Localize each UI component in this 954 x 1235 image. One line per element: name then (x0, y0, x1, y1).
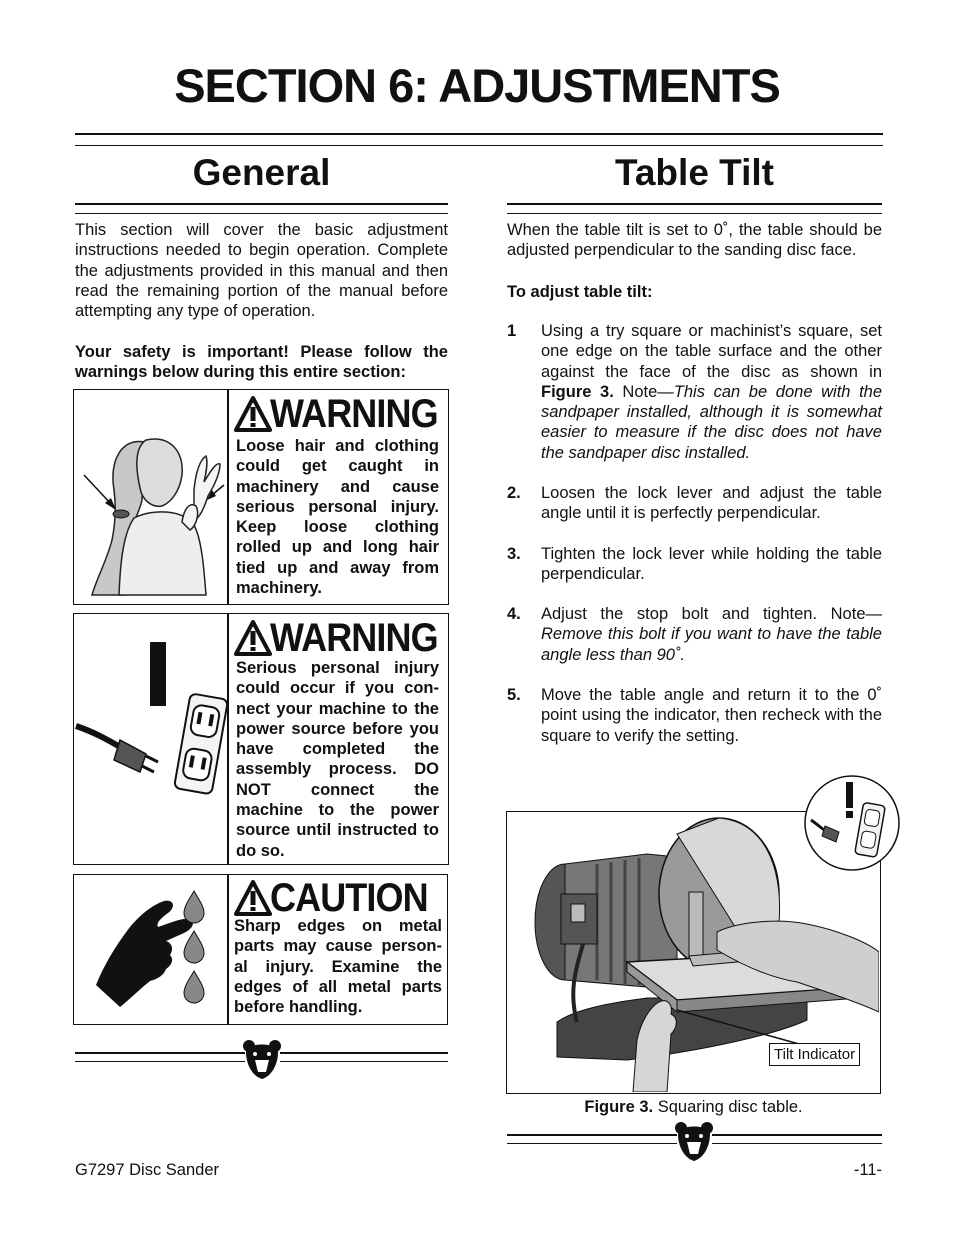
step-text: Loosen the lock lever and adjust the table angle until it is perfectly perpendicular. (541, 484, 882, 523)
figure-caption-text: Squaring disc table. (653, 1098, 803, 1116)
divider-line (280, 1061, 448, 1062)
tilt-indicator-callout: Tilt Indicator (769, 1043, 860, 1066)
step-number: 4. (507, 605, 521, 623)
header-rule-top (75, 133, 883, 135)
footer-model: G7297 Disc Sander (75, 1161, 219, 1179)
table-tilt-intro: When the table tilt is set to 0˚, the table should be adjusted perpendicular to the sanding disc face. (507, 221, 882, 260)
divider-line (507, 1143, 677, 1144)
caution-box-edges (73, 874, 448, 1025)
unplug-warning-icon (803, 774, 901, 872)
step-text: Adjust the stop bolt and tighten. Note—Remove this bolt if you want to have the table angle less than 90˚. (541, 605, 882, 664)
general-intro: This section will cover the basic adjustment instructions needed to begin operation. Complete the adjustments provided in this manual and then read the remaining portion of the manual before attempting any type of operation. (75, 221, 448, 321)
procedure-heading: To adjust table tilt: (507, 283, 653, 301)
warning-text-hair: Loose hair and clothing could get caught in machinery and cause serious personal injury. Keep loose clothing rolled up and long hair tied up and away from machinery. (236, 437, 439, 598)
divider-line (712, 1134, 882, 1136)
bear-logo-icon (674, 1120, 714, 1162)
divider-line (75, 1052, 245, 1054)
warning-triangle-icon (234, 620, 272, 656)
caution-label: CAUTION (270, 876, 428, 920)
table-tilt-title: Table Tilt (615, 152, 774, 193)
warning-box-power (73, 613, 449, 865)
step-number: 5. (507, 686, 521, 704)
step-number: 2. (507, 484, 521, 502)
general-rule-2 (75, 213, 448, 214)
warning-box-divider (227, 390, 229, 604)
figure-label: Figure 3. (584, 1098, 654, 1116)
plug-outlet-icon (74, 614, 227, 864)
divider-line (280, 1052, 448, 1054)
warning-box-hair (73, 389, 449, 605)
caution-triangle-icon (234, 880, 272, 916)
header-rule-bottom (75, 145, 883, 146)
bear-logo-icon (242, 1038, 282, 1080)
warning-box-divider (227, 614, 229, 864)
bleeding-hand-icon (74, 875, 227, 1024)
table-tilt-rule-1 (507, 203, 882, 205)
warning-text-power: Serious personal injury could occur if you con- nect your machine to the power source before you have completed the assembly process. DO NOT connect the machine to the power source until instructed to do so. (236, 659, 439, 860)
caution-text-edges: Sharp edges on metal parts may cause person- al injury. Examine the edges of all metal parts before handling. (234, 917, 442, 1017)
footer-page-number: -11- (853, 1161, 882, 1179)
divider-line (712, 1143, 882, 1144)
step-text: Using a try square or machinist’s square, set one edge on the table surface and the other against the face of the disc as shown in Figure 3. Note—This can be done with the sandpaper installed, although it is somewhat easier to measure if the disc does not have the sandpaper disc installed. (541, 322, 883, 462)
table-tilt-rule-2 (507, 213, 882, 214)
person-long-hair-icon (74, 390, 227, 604)
general-rule-1 (75, 203, 448, 205)
general-title: General (192, 152, 331, 193)
step-number: 3. (507, 545, 521, 563)
step-text: Move the table angle and return it to the 0˚ point using the indicator, then recheck with the square to verify the setting. (541, 686, 882, 745)
step-text: Tighten the lock lever while holding the table perpendicular. (541, 545, 882, 584)
figure-caption (506, 1098, 881, 1117)
warning-label: WARNING (270, 616, 438, 660)
safety-note: Your safety is important! Please follow the warnings below during this entire section: (75, 343, 448, 382)
step-number: 1 (507, 322, 517, 340)
divider-line (507, 1134, 677, 1136)
warning-triangle-icon (234, 396, 272, 432)
divider-line (75, 1061, 245, 1062)
section-title: SECTION 6: ADJUSTMENTS (174, 59, 780, 112)
caution-box-divider (227, 875, 229, 1024)
warning-label: WARNING (270, 392, 438, 436)
